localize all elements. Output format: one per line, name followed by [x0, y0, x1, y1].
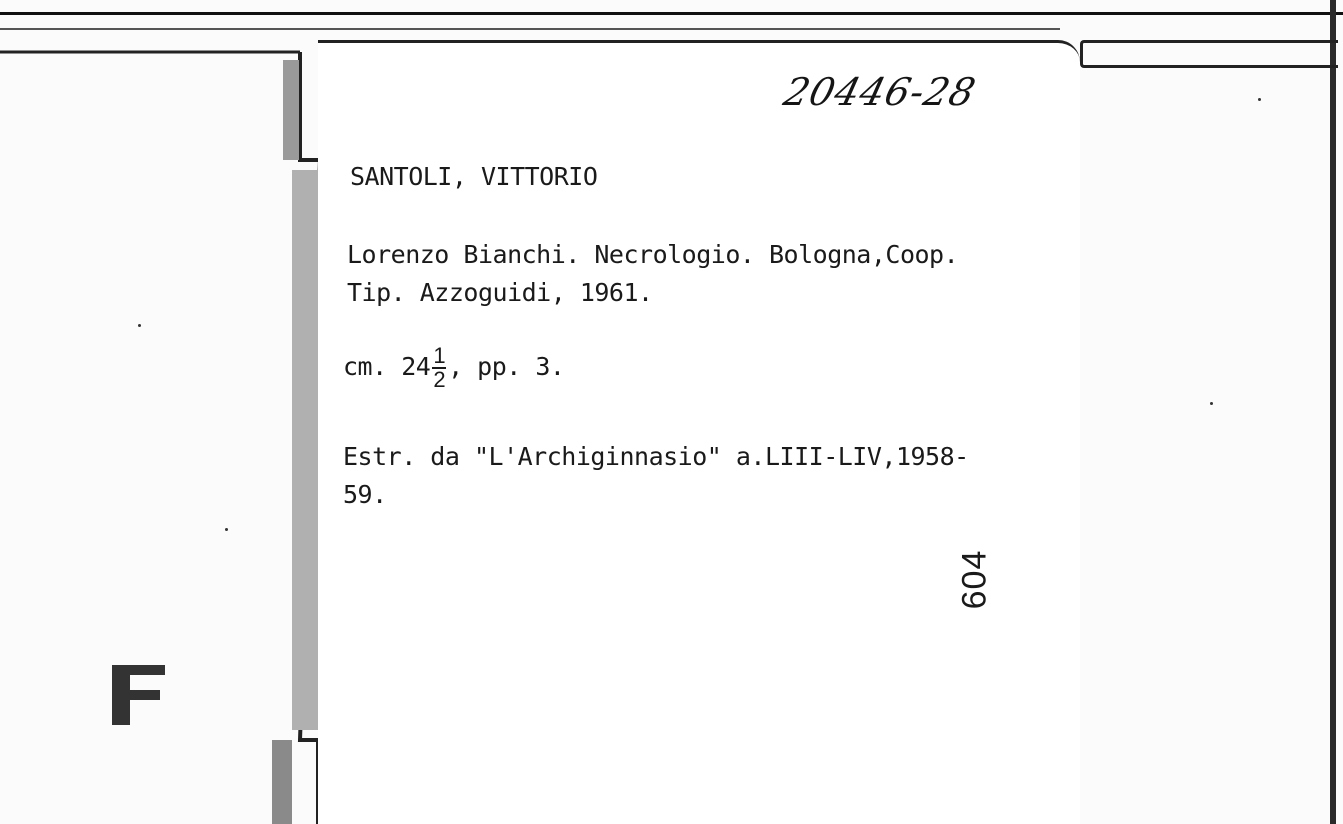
speck	[225, 528, 228, 531]
handwritten-shelfmark: 20446-28	[779, 70, 981, 114]
speck	[1258, 98, 1261, 101]
fraction-denominator: 2	[433, 367, 446, 392]
title-line-2: Tip. Azzoguidi, 1961.	[347, 278, 653, 307]
author-heading: SANTOLI, VITTORIO	[350, 162, 598, 191]
physical-description	[343, 345, 564, 391]
fraction-numerator: 1	[433, 343, 446, 368]
title-line-1: Lorenzo Bianchi. Necrologio. Bologna,Coop.	[347, 240, 959, 269]
right-tab	[1080, 40, 1338, 68]
binding-edge	[0, 0, 330, 824]
speck	[138, 324, 141, 327]
right-edge-line	[1330, 0, 1336, 824]
size-suffix: , pp. 3.	[448, 352, 565, 381]
stamp-number: 604	[955, 549, 994, 610]
index-card	[318, 40, 1080, 824]
size-fraction	[432, 345, 446, 391]
size-prefix: cm. 24	[343, 352, 431, 381]
speck	[1210, 402, 1213, 405]
note-line-2: 59.	[343, 480, 387, 509]
note-line-1: Estr. da "L'Archiginnasio" a.LIII-LIV,1958-	[343, 442, 969, 471]
letter-f-mark	[112, 665, 165, 725]
